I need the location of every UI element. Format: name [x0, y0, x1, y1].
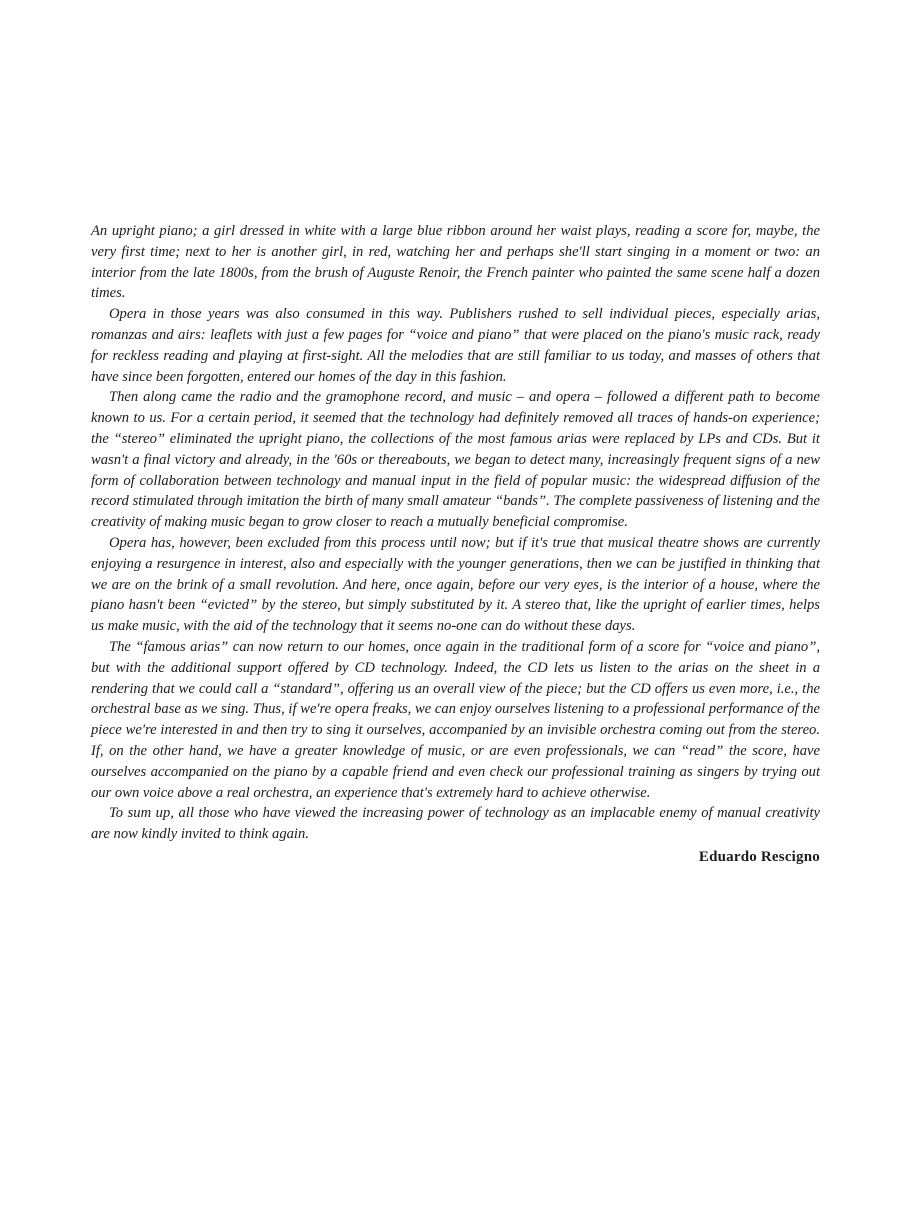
paragraph-opera-excluded: Opera has, however, been excluded from this process until now; but if it's true that musical theatre shows are currently enjoying a resurgence in interest, also and especially with the younger generations, then we can be justified in thinking that we are on the brink of a small revolution. And here, once again, before our very eyes, is the interior of a house, where the piano hasn't been “evicted” by the stereo, but simply substituted by it. A stereo that, like the upright of earlier times, helps us make music, with the aid of the technology that it seems no-one can do without these days.: [91, 534, 820, 635]
paragraph-conclusion: To sum up, all those who have viewed the increasing power of technology as an implacable enemy of manual creativity are now kindly invited to think again.: [91, 805, 820, 843]
paragraph-famous-arias: The “famous arias” can now return to our homes, once again in the traditional form of a score for “voice and piano”, but with the additional support offered by CD technology. Indeed, the CD lets us listen to the arias on the sheet in a rendering that we could call a “standard”, offering us an overall view of the piece; but the CD offers us even more, i.e., the orchestral base as we sing. Thus, if we're opera freaks, we can enjoy ourselves listening to a professional performance of the piece we're interested in and then try to sing it ourselves, accompanied by an invisible orchestra coming out from the stereo. If, on the other hand, we have a greater knowledge of music, or are even professionals, we can “read” the score, have ourselves accompanied on the piano by a capable friend and even check our professional training as singers by trying out our own voice above a real orchestra, an experience that's extremely hard to achieve otherwise.: [91, 638, 820, 801]
paragraph-intro: An upright piano; a girl dressed in white with a large blue ribbon around her waist plays, reading a score for, maybe, the very first time; next to her is another girl, in red, watching her and perhaps she'll start singing in a moment or two: an interior from the late 1800s, from the brush of Auguste Renoir, the French painter who painted the same scene half a dozen times.: [91, 223, 820, 302]
author-signature: Eduardo Rescigno: [698, 848, 820, 865]
article-body: [91, 221, 820, 867]
paragraph-radio-gramophone: Then along came the radio and the gramophone record, and music – and opera – followed a different path to become known to us. For a certain period, it seemed that the technology had definitely removed all traces of hands-on experience; the “stereo” eliminated the upright piano, the collections of the most famous arias were replaced by LPs and CDs. But it wasn't a final victory and already, in the '60s or thereabouts, we began to detect many, increasingly frequent signs of a new form of collaboration between technology and manual input in the field of popular music: the widespread diffusion of the record stimulated through imitation the birth of many small amateur “bands”. The complete passiveness of listening and the creativity of making music began to grow closer to reach a mutually beneficial compromise.: [91, 389, 820, 531]
paragraph-opera-consumption: Opera in those years was also consumed in this way. Publishers rushed to sell individual pieces, especially arias, romanzas and airs: leaflets with just a few pages for “voice and piano” that were placed on the piano's music rack, ready for reckless reading and playing at first-sight. All the melodies that are still familiar to us today, and masses of others that have since been forgotten, entered our homes of the day in this fashion.: [91, 306, 820, 385]
